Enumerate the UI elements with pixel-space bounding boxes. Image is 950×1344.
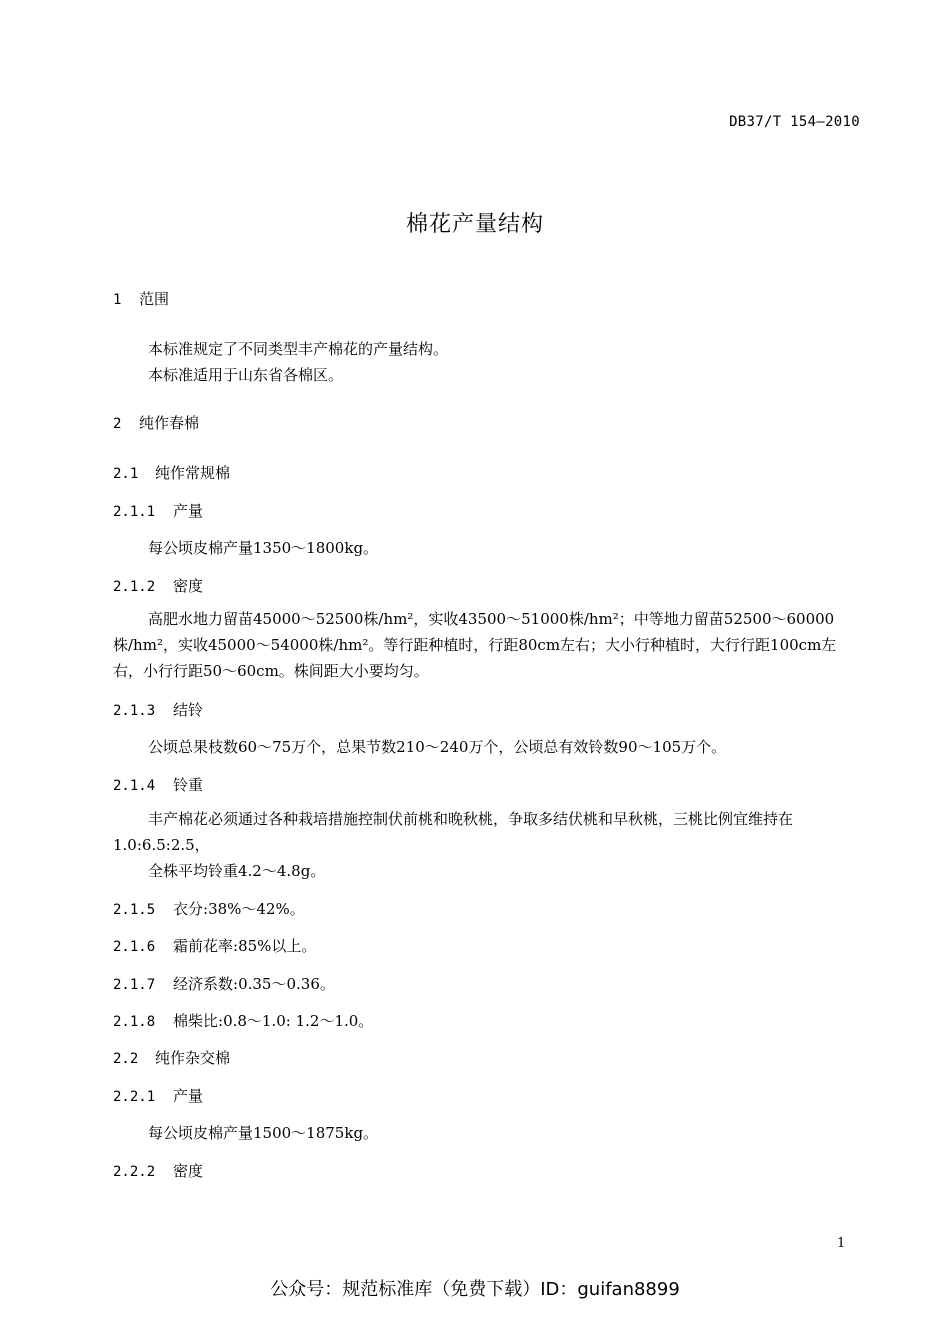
paragraph: 公顷总果枝数60～75万个，总果节数210～240万个，公顷总有效铃数90～105万个。 bbox=[148, 738, 727, 756]
section-title: 衣分 bbox=[173, 900, 204, 918]
paragraph: 高肥水地力留苗45000～52500株/hm²，实收43500～51000株/hm²；中等地力留苗52500～60000株/hm²，实收45000～54000株/hm²。等行距种植时，行距80cm左右；大小行种植时，大行行距100cm左右，小行行距50～60cm。株间距大小要均匀。 bbox=[113, 610, 837, 680]
section-heading-1 bbox=[113, 288, 169, 309]
section-number: 2.1.2 bbox=[113, 579, 156, 595]
page-number: 1 bbox=[837, 1236, 846, 1251]
section-number: 2.1.8 bbox=[113, 1014, 156, 1030]
section-heading-2 bbox=[113, 412, 199, 433]
section-number: 2.1.1 bbox=[113, 504, 156, 520]
section-title: 结铃 bbox=[173, 701, 204, 719]
section-heading-2-2-1 bbox=[113, 1085, 203, 1106]
paragraph: 每公顷皮棉产量1350～1800kg。 bbox=[148, 539, 379, 557]
section-heading-2-2 bbox=[113, 1047, 230, 1068]
footer-watermark-text: 公众号：规范标准库（免费下载）ID：guifan8899 bbox=[270, 1279, 680, 1300]
paragraph: 本标准规定了不同类型丰产棉花的产量结构。 bbox=[148, 340, 449, 358]
section-title: 产量 bbox=[173, 1087, 204, 1105]
paragraph: 全株平均铃重4.2～4.8g。 bbox=[148, 862, 326, 880]
section-title: 铃重 bbox=[173, 776, 204, 794]
section-heading-2-1-5 bbox=[113, 898, 305, 919]
section-heading-2-1-3 bbox=[113, 699, 203, 720]
page-title: 棉花产量结构 bbox=[405, 212, 544, 237]
section-number: 2.1.4 bbox=[113, 778, 156, 794]
section-number: 2 bbox=[113, 416, 122, 432]
section-title: 密度 bbox=[173, 577, 204, 595]
section-heading-2-1-1 bbox=[113, 500, 203, 521]
section-title: 密度 bbox=[173, 1162, 204, 1180]
section-number: 2.1.6 bbox=[113, 939, 156, 955]
section-number: 1 bbox=[113, 292, 122, 308]
section-heading-2-1-7 bbox=[113, 973, 335, 994]
section-heading-2-1-2 bbox=[113, 575, 203, 596]
document-code: DB37/T 154—2010 bbox=[729, 114, 860, 130]
section-heading-2-1-4 bbox=[113, 774, 203, 795]
section-title: 范围 bbox=[139, 290, 170, 308]
paragraph: 本标准适用于山东省各棉区。 bbox=[148, 366, 344, 384]
section-value: :85%以上。 bbox=[233, 937, 317, 955]
section-number: 2.2 bbox=[113, 1051, 139, 1067]
section-heading-2-1-8 bbox=[113, 1010, 373, 1031]
section-heading-2-1-6 bbox=[113, 935, 316, 956]
paragraph: 每公顷皮棉产量1500～1875kg。 bbox=[148, 1124, 379, 1142]
section-title: 经济系数 bbox=[173, 975, 234, 993]
section-title: 纯作常规棉 bbox=[155, 464, 231, 482]
section-number: 2.1.3 bbox=[113, 703, 156, 719]
section-heading-2-2-2 bbox=[113, 1160, 203, 1181]
section-number: 2.1.7 bbox=[113, 977, 156, 993]
section-title: 产量 bbox=[173, 502, 204, 520]
section-number: 2.2.1 bbox=[113, 1089, 156, 1105]
section-heading-2-1 bbox=[113, 462, 230, 483]
section-title: 霜前花率 bbox=[173, 937, 234, 955]
section-value: :0.35～0.36。 bbox=[233, 975, 335, 993]
section-number: 2.1 bbox=[113, 466, 139, 482]
section-value: :38%～42%。 bbox=[203, 900, 305, 918]
section-number: 2.1.5 bbox=[113, 902, 156, 918]
paragraph: 丰产棉花必须通过各种栽培措施控制伏前桃和晚秋桃，争取多结伏桃和早秋桃，三桃比例宜维持在1.0:6.5:2.5， bbox=[113, 810, 794, 854]
section-value: :0.8～1.0: 1.2～1.0。 bbox=[218, 1012, 374, 1030]
section-title: 棉柴比 bbox=[173, 1012, 219, 1030]
section-number: 2.2.2 bbox=[113, 1164, 156, 1180]
section-title: 纯作杂交棉 bbox=[155, 1049, 231, 1067]
section-title: 纯作春棉 bbox=[139, 414, 200, 432]
